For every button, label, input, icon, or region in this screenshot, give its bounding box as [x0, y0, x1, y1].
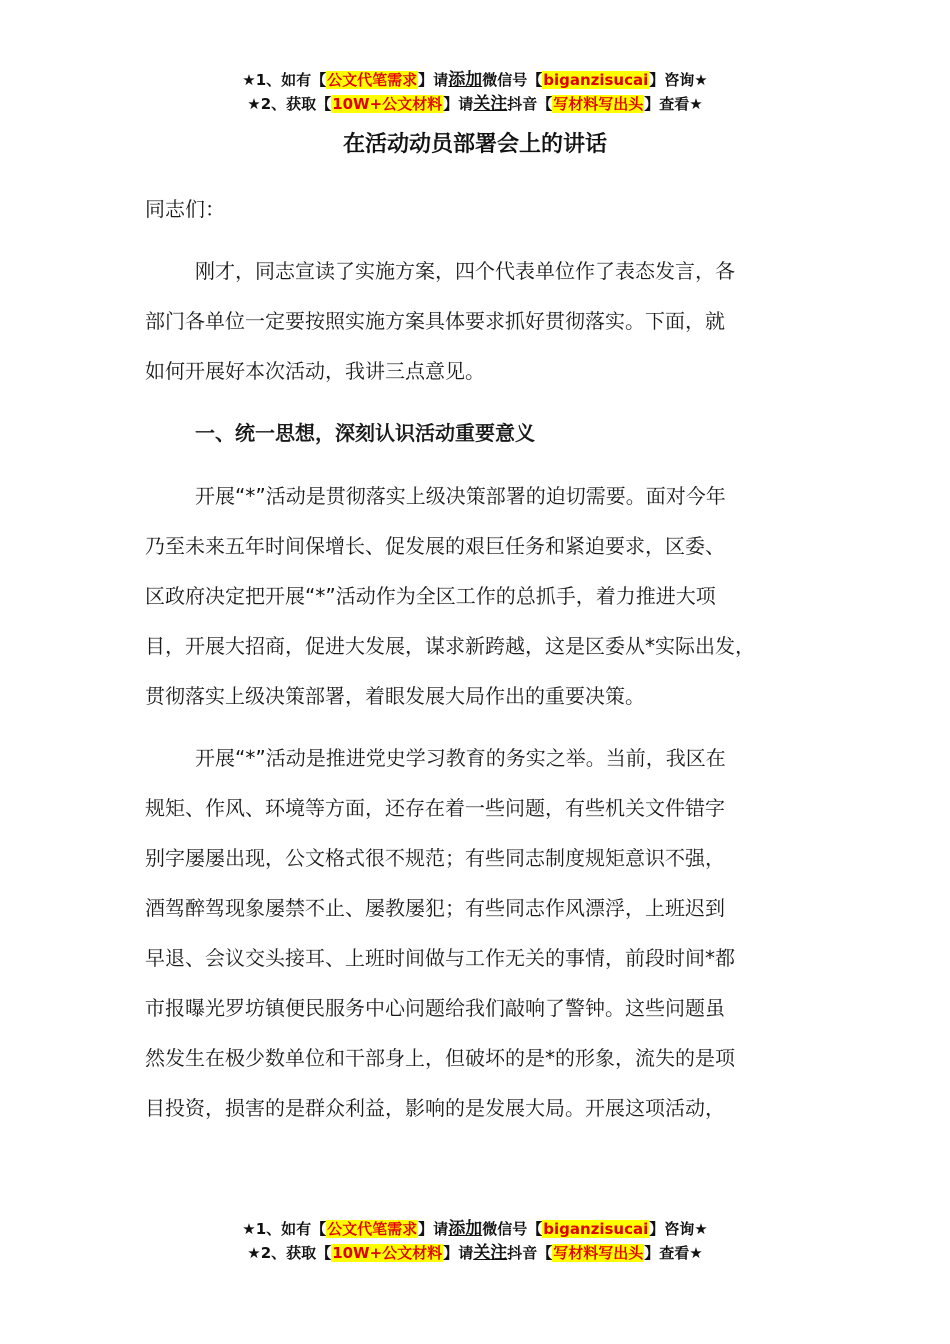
- highlight-service: 公文代笔需求: [327, 1220, 418, 1238]
- header-banner: [0, 68, 950, 116]
- document-title: 在活动动员部署会上的讲话: [342, 132, 607, 157]
- highlight-wechat-id: biganzisucai: [543, 1220, 649, 1238]
- banner-line-1: ★1、如有【公文代笔需求】请添加微信号【biganzisucai】咨询★: [242, 1219, 708, 1239]
- section-heading-1: 一、统一思想，深刻认识活动重要意义: [195, 421, 535, 445]
- highlight-douyin: 写材料写出头: [553, 95, 644, 113]
- paragraph-3: 开展“*”活动是推进党史学习教育的务实之举。当前，我区在 规矩、作风、环境等方面，还存在着一些问题，有些机关文件错字 别字屡屡出现，公文格式很不规范；有些同志制度规矩意识不强， 酒驾醉驾现象屡禁不止、屡教屡犯；有些同志作风漂浮，上班迟到 早退、会议交头接耳、上班时间做与工作无关的事情，前段时间*都 市报曝光罗坊镇便民服务中心问题给我们敲响了警钟。这些问题虽 然发生在极少数单位和干部身上，但破坏的是*的形象，流失的是项 目投资，损害的是群众利益，影响的是发展大局。开展这项活动，: [145, 746, 735, 1120]
- footer-banner: [0, 1217, 950, 1265]
- highlight-materials: 10W+公文材料: [332, 1244, 443, 1262]
- highlight-wechat-id: biganzisucai: [543, 71, 649, 89]
- banner-line-2: ★2、获取【10W+公文材料】请关注抖音【写材料写出头】查看★: [247, 1243, 703, 1263]
- highlight-service: 公文代笔需求: [327, 71, 418, 89]
- highlight-materials: 10W+公文材料: [332, 95, 443, 113]
- highlight-douyin: 写材料写出头: [553, 1244, 644, 1262]
- banner-line-2: ★2、获取【10W+公文材料】请关注抖音【写材料写出头】查看★: [247, 94, 703, 114]
- salutation: 同志们：: [145, 197, 225, 221]
- banner-line-1: ★1、如有【公文代笔需求】请添加微信号【biganzisucai】咨询★: [242, 70, 708, 90]
- paragraph-1: 刚才，同志宣读了实施方案，四个代表单位作了表态发言，各 部门各单位一定要按照实施方案具体要求抓好贯彻落实。下面，就 如何开展好本次活动，我讲三点意见。: [145, 259, 735, 383]
- paragraph-2: 开展“*”活动是贯彻落实上级决策部署的迫切需要。面对今年 乃至未来五年时间保增长、促发展的艰巨任务和紧迫要求，区委、 区政府决定把开展“*”活动作为全区工作的总抓手，着力推进大项 目，开展大招商，促进大发展，谋求新跨越，这是区委从*实际出发， 贯彻落实上级决策部署，着眼发展大局作出的重要决策。: [145, 484, 755, 708]
